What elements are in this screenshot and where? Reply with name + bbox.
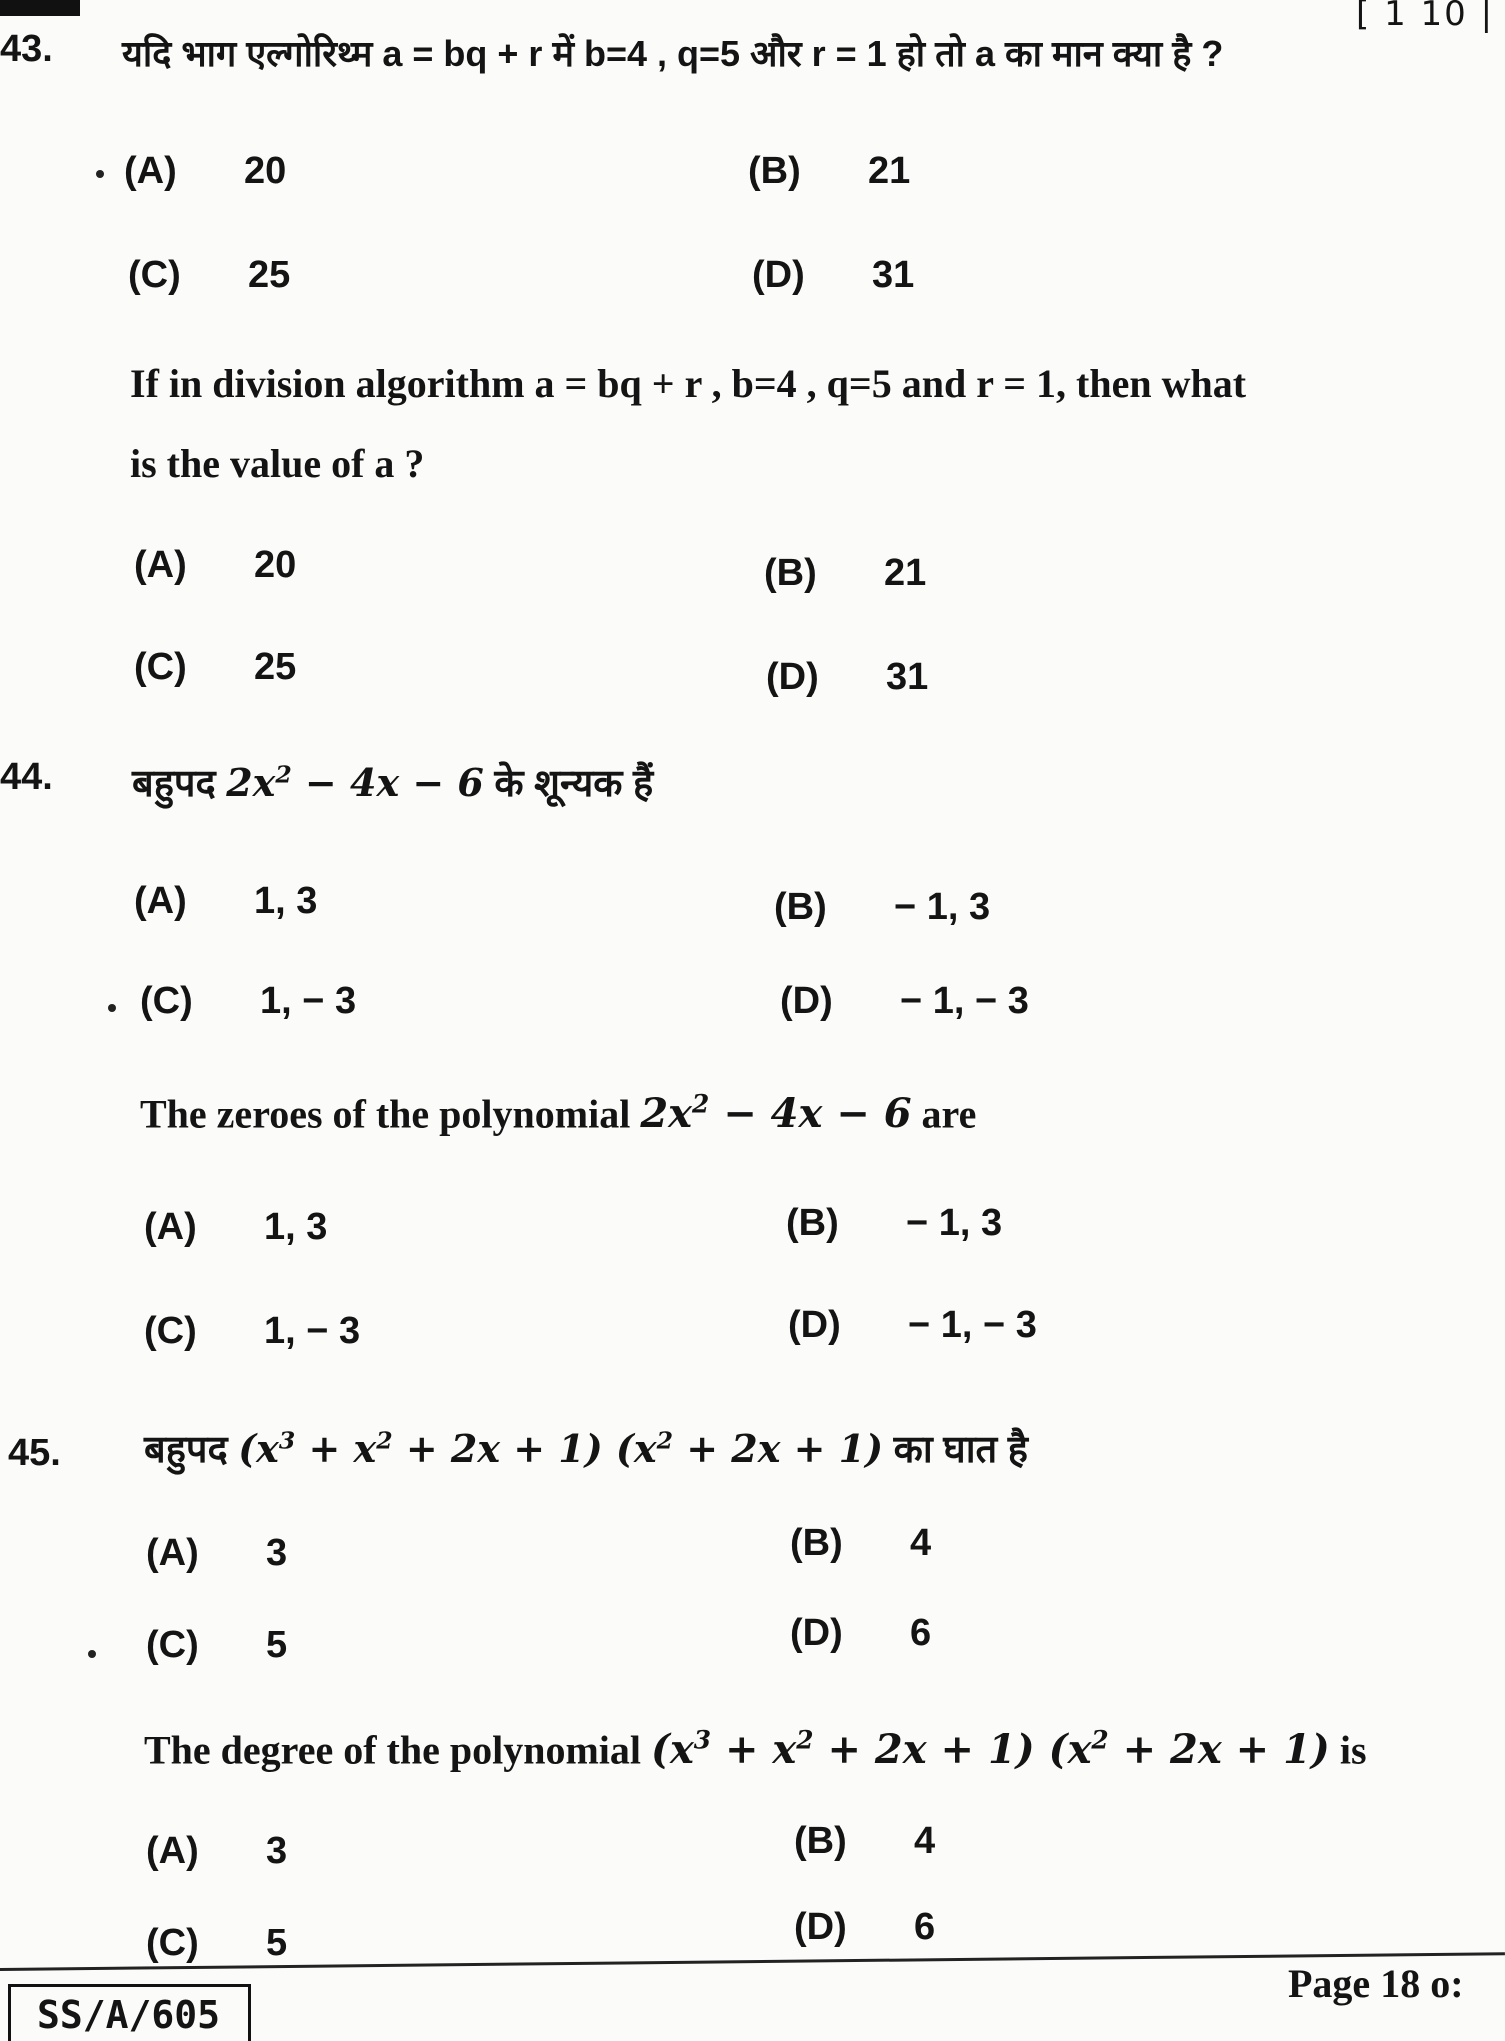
- q44-en-option-c: (C) 1, − 3: [144, 1310, 361, 1352]
- q43-en-option-a: (A) 20: [134, 544, 297, 586]
- hindi-suffix: के शून्यक हैं: [494, 763, 654, 805]
- mark-dot: [88, 1650, 96, 1658]
- question-number-43: 43.: [0, 28, 53, 70]
- question-number-44: 44.: [0, 756, 53, 798]
- polynomial-product: $(x^3 + x^2 + 2x + 1) (x^2 + 2x + 1)$: [651, 1726, 1330, 1774]
- q44-hi-option-c: (C) 1, − 3: [140, 980, 357, 1022]
- question-number-45: 45.: [8, 1432, 61, 1474]
- mark-dot: [96, 170, 104, 178]
- question-45-hindi: बहुपद $(x^3 + x^2 + 2x + 1) (x^2 + 2x + 1)$ का घात है: [144, 1426, 1028, 1471]
- page-corner-number: [ 1 10 |: [1356, 0, 1495, 34]
- q45-en-option-d: (D) 6: [794, 1906, 936, 1948]
- mark-dot: [108, 1004, 116, 1012]
- question-44-english: The zeroes of the polynomial $2x^2 - 4x - 6$ are: [140, 1090, 977, 1138]
- q45-hi-option-c: (C) 5: [146, 1624, 288, 1666]
- q43-hi-option-c: (C) 25: [128, 254, 291, 296]
- q45-hi-option-a: (A) 3: [146, 1532, 288, 1574]
- paper-code: SS/A/605: [8, 1984, 251, 2041]
- polynomial: $2x^2 - 4x - 6$: [640, 1090, 912, 1138]
- q45-en-option-b: (B) 4: [794, 1820, 936, 1862]
- q43-hi-option-d: (D) 31: [752, 254, 915, 296]
- q45-hi-option-b: (B) 4: [790, 1522, 932, 1564]
- q43-en-option-b: (B) 21: [764, 552, 927, 594]
- q43-en-option-c: (C) 25: [134, 646, 297, 688]
- question-45-english: The degree of the polynomial $(x^3 + x^2 + 2x + 1) (x^2 + 2x + 1)$ is: [144, 1726, 1367, 1774]
- q44-hi-option-b: (B) − 1, 3: [774, 886, 991, 928]
- q44-en-option-d: (D) − 1, − 3: [788, 1304, 1037, 1346]
- q44-en-option-a: (A) 1, 3: [144, 1206, 328, 1248]
- q43-hi-option-b: (B) 21: [748, 150, 911, 192]
- q44-hi-option-a: (A) 1, 3: [134, 880, 318, 922]
- question-43-english-line-2: is the value of a ?: [130, 441, 425, 486]
- page-number: Page 18 o:: [1288, 1961, 1464, 2006]
- corner-mark: [0, 0, 80, 16]
- q43-en-option-d: (D) 31: [766, 656, 929, 698]
- question-43-english-line-1: If in division algorithm a = bq + r , b=4 , q=5 and r = 1, then what: [130, 361, 1247, 406]
- polynomial-product: $(x^3 + x^2 + 2x + 1) (x^2 + 2x + 1)$: [238, 1426, 884, 1471]
- question-43-hindi: यदि भाग एल्गोरिथ्म a = bq + r में b=4 , q=5 और r = 1 हो तो a का मान क्या है ?: [122, 33, 1224, 74]
- hindi-prefix: बहुपद: [132, 763, 216, 805]
- q44-hi-option-d: (D) − 1, − 3: [780, 980, 1029, 1022]
- q45-hi-option-d: (D) 6: [790, 1612, 932, 1654]
- q45-en-option-a: (A) 3: [146, 1830, 288, 1872]
- polynomial: $2x^2 - 4x - 6$: [226, 760, 484, 805]
- question-44-hindi: [132, 756, 653, 808]
- q44-en-option-b: (B) − 1, 3: [786, 1202, 1003, 1244]
- q45-en-option-c: (C) 5: [146, 1922, 288, 1964]
- q43-hi-option-a: (A) 20: [124, 150, 287, 192]
